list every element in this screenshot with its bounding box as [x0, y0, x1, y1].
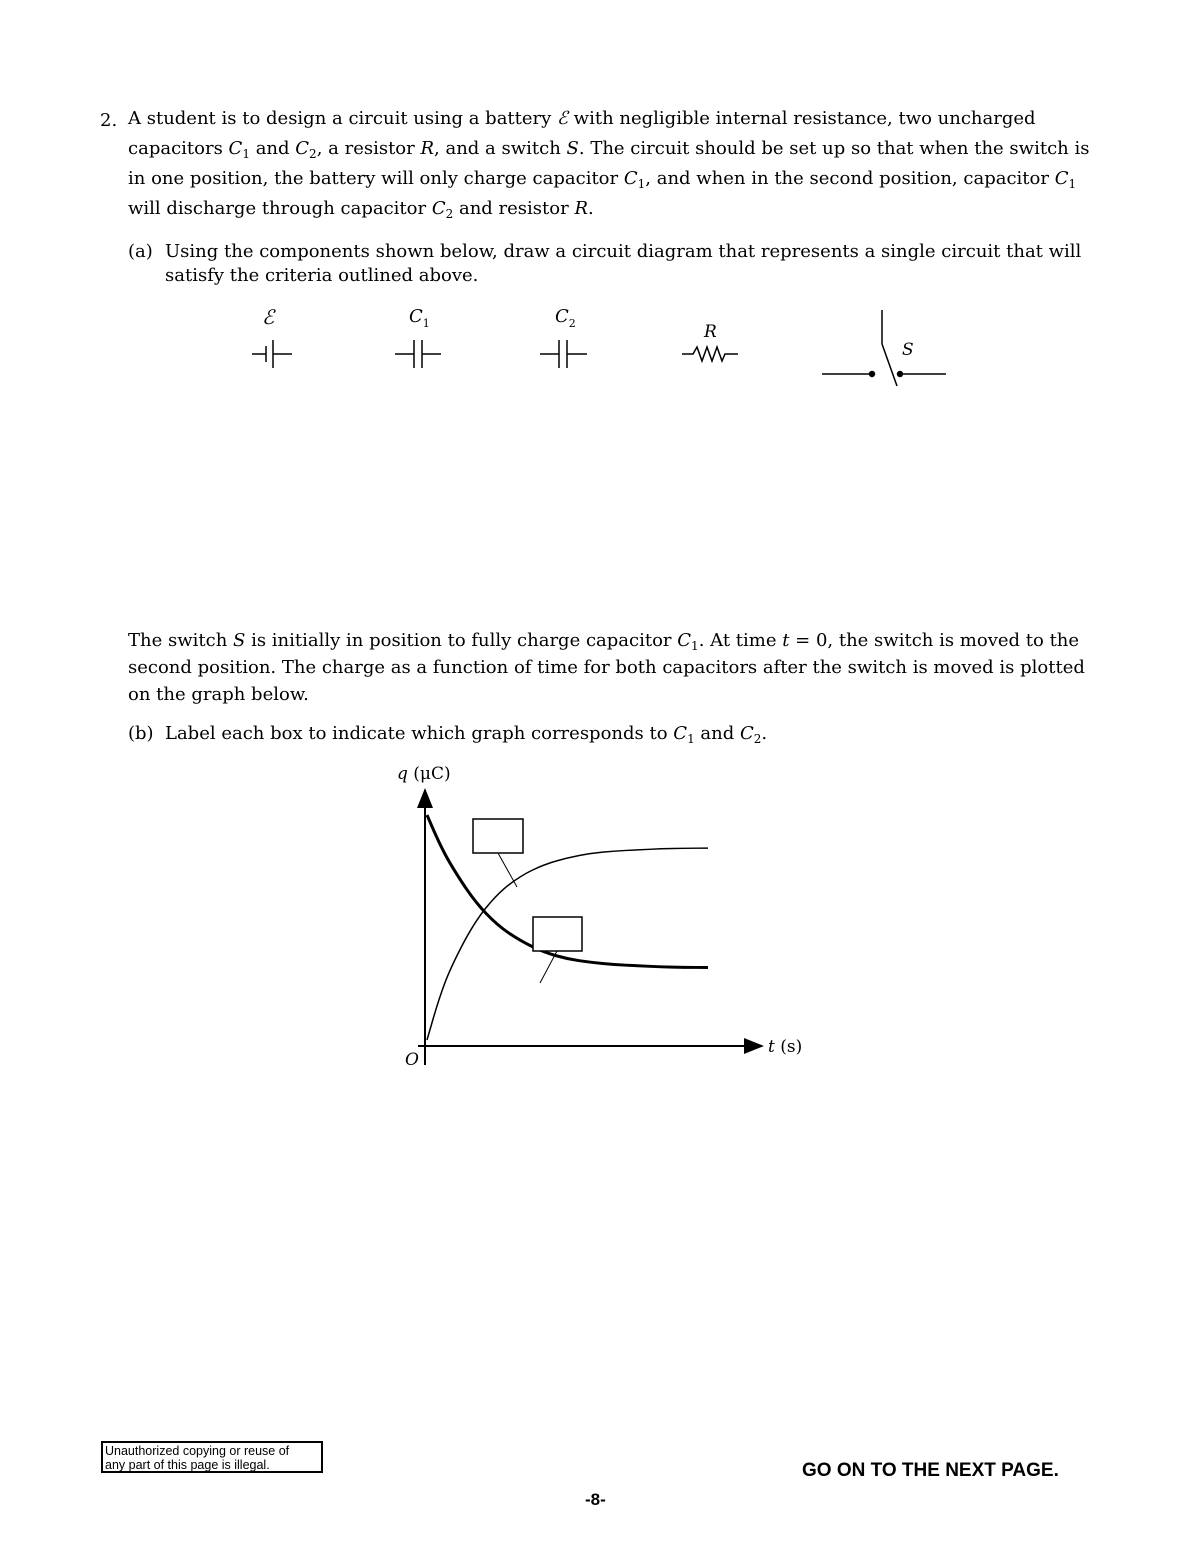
battery-label: ℰ — [262, 305, 275, 329]
question-number: 2. — [100, 110, 118, 131]
copyright-notice — [101, 1441, 323, 1473]
capacitor-c2-label: $C_2$ — [555, 306, 576, 330]
answer-box-lower[interactable] — [533, 917, 582, 951]
resistor-label: R — [704, 322, 717, 342]
next-page-notice: GO ON TO THE NEXT PAGE. — [802, 1460, 1059, 1481]
switch-label: S — [902, 340, 914, 360]
part-b-text: Label each box to indicate which graph corresponds to $C_1$ and $C_2$. — [165, 723, 768, 746]
notice-line-1: Unauthorized copying or reuse of — [105, 1444, 290, 1458]
capacitor-c1-label: $C_1$ — [409, 306, 430, 330]
notice-line-2: any part of this page is illegal. — [105, 1458, 270, 1472]
origin-label: O — [405, 1050, 419, 1070]
answer-box-upper[interactable] — [473, 819, 523, 853]
part-b-tag: (b) — [128, 723, 154, 744]
leader-line-upper — [498, 853, 517, 887]
x-axis-label: t (s) — [768, 1037, 803, 1057]
part-a-text: Using the components shown below, draw a circuit diagram that represents a single circuit that will satisfy the criteria outlined above. — [165, 241, 1082, 286]
leader-line-lower — [540, 951, 557, 983]
y-axis-label: q (μC) — [397, 764, 451, 784]
switch-description: The switch S is initially in position to fully charge capacitor $C_1$. At time t = 0, the switch is moved to the second position. The charge as a function of time for both capacitors after the switch is moved is plotted on the graph below. — [128, 630, 1085, 705]
page-number: -8- — [585, 1490, 606, 1509]
question-intro: A student is to design a circuit using a battery ℰ with negligible internal resistance, two uncharged capacitors $C_1$ and $C_2$, a resistor R, and a switch S. The circuit should be set up so that when the switch is in one position, the battery will only charge capacitor $C_1$, and when in the second position, capacitor $C_1$ will discharge through capacitor $C_2$ and resistor R. — [128, 108, 1090, 221]
part-a-tag: (a) — [128, 241, 153, 262]
